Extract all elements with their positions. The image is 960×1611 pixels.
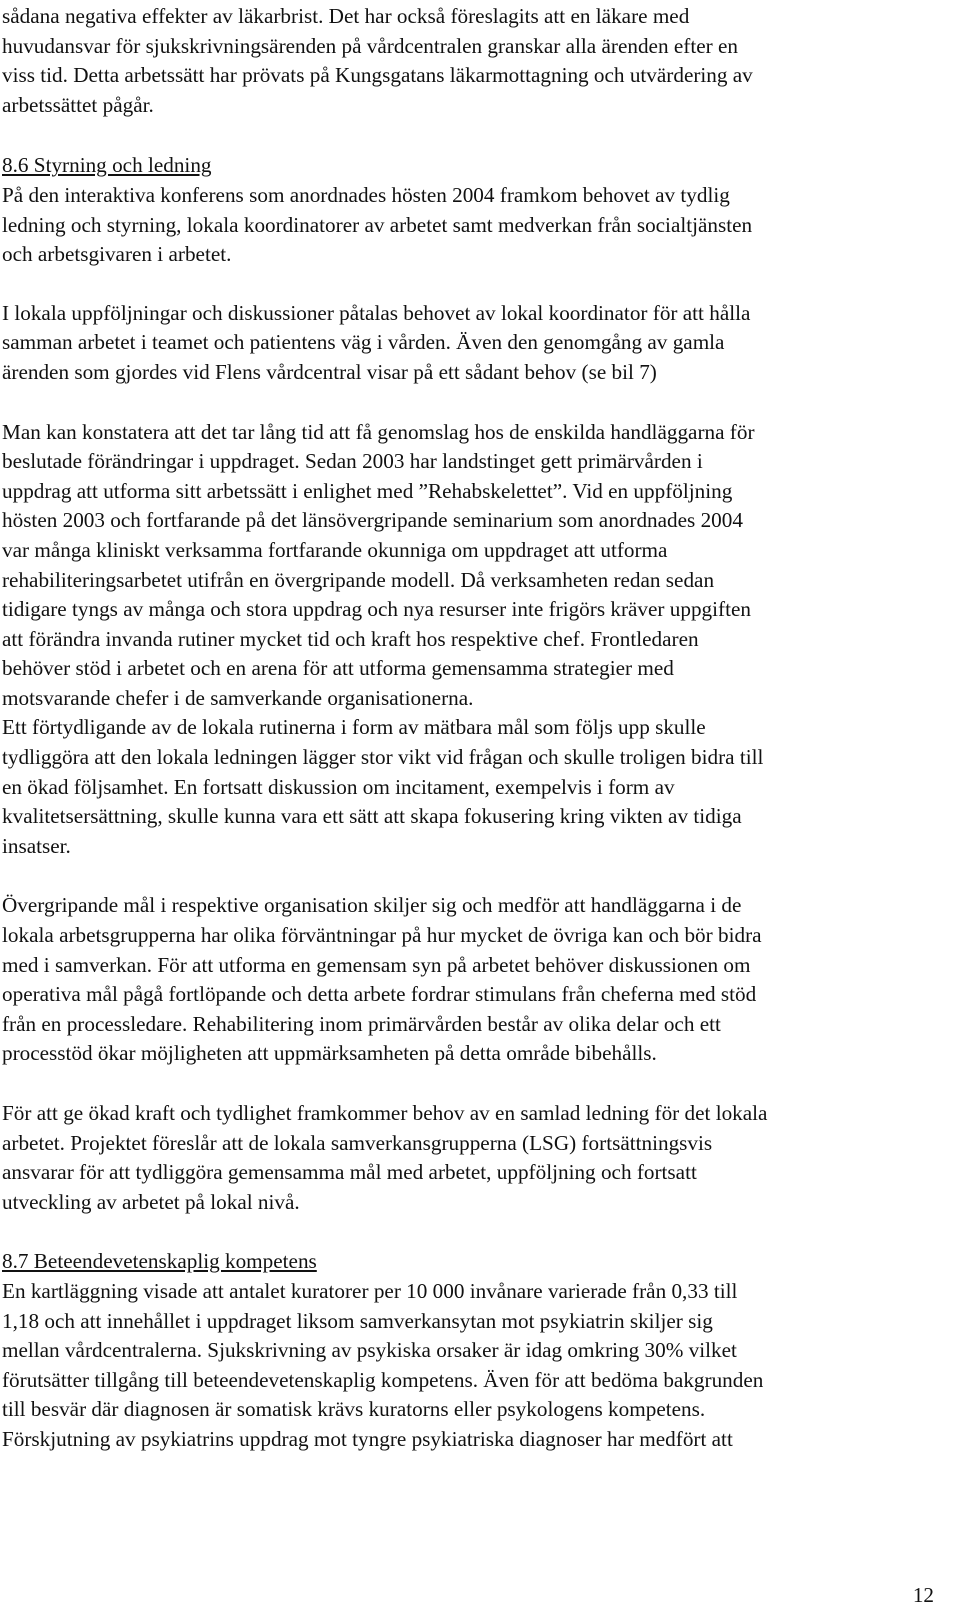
paragraph-line: processtöd ökar möjligheten att uppmärksamheten på detta område bibehålls. xyxy=(2,1041,657,1066)
paragraph-spacing xyxy=(2,861,952,891)
paragraph-line: en ökad följsamhet. En fortsatt diskussion om incitament, exempelvis i form av xyxy=(2,774,675,799)
paragraph-line: 1,18 och att innehållet i uppdraget liksom samverkansytan mot psykiatrin skiljer sig xyxy=(2,1308,713,1333)
paragraph-spacing xyxy=(2,1217,952,1247)
paragraph-line: till besvär där diagnosen är somatisk krävs kuratorns eller psykologens kompetens. xyxy=(2,1397,706,1422)
paragraph-line: Övergripande mål i respektive organisation skiljer sig och medför att handläggarna i de xyxy=(2,893,742,918)
paragraph-line: tidigare tyngs av många och stora uppdrag och nya resurser inte frigörs kräver uppgiften xyxy=(2,597,751,622)
paragraph-line: med i samverkan. För att utforma en gemensam syn på arbetet behöver diskussionen om xyxy=(2,952,751,977)
paragraph-line: För att ge ökad kraft och tydlighet framkommer behov av en samlad ledning för det lokala xyxy=(2,1101,768,1125)
paragraph-line: förutsätter tillgång till beteendevetenskaplig kompetens. Även för att bedöma bakgrunden xyxy=(2,1367,764,1392)
paragraph-common-goals xyxy=(2,891,952,1069)
paragraph-joint-leadership xyxy=(2,1099,952,1217)
paragraph-spacing xyxy=(2,270,952,299)
paragraph-line: motsvarande chefer i de samverkande organisationerna. xyxy=(2,685,474,710)
paragraph-line: mellan vårdcentralerna. Sjukskrivning av psykiska orsaker är idag omkring 30% vilket xyxy=(2,1338,737,1363)
paragraph-line: På den interaktiva konferens som anordnades hösten 2004 framkom behovet av tydlig xyxy=(2,182,730,207)
paragraph-line: operativa mål pågå fortlöpande och detta arbete fordrar stimulans från cheferna med stöd xyxy=(2,982,757,1007)
section-8-7 xyxy=(2,1247,952,1454)
paragraph-line: och arbetsgivaren i arbetet. xyxy=(2,242,232,267)
paragraph-line: arbetssättet pågår. xyxy=(2,92,154,117)
paragraph-line: Man kan konstatera att det tar lång tid att få genomslag hos de enskilda handläggarna för xyxy=(2,419,755,444)
document-body xyxy=(2,2,952,1455)
paragraph-line: var många kliniskt verksamma fortfarande okunniga om uppdraget att utforma xyxy=(2,537,668,562)
paragraph-line: kvalitetsersättning, skulle kunna vara ett sätt att skapa fokusering kring vikten av tidiga xyxy=(2,804,742,829)
paragraph-line: hösten 2003 och fortfarande på det länsövergripande seminarium som anordnades 2004 xyxy=(2,508,743,533)
paragraph-intro-continuation xyxy=(2,2,952,120)
paragraph-line: Ett förtydligande av de lokala rutinerna i form av mätbara mål som följs upp skulle xyxy=(2,715,706,740)
section-heading: 8.6 Styrning och ledning xyxy=(2,153,212,178)
paragraph-line: samman arbetet i teamet och patientens väg i vården. Även den genomgång av gamla xyxy=(2,330,725,355)
paragraph-line: En kartläggning visade att antalet kuratorer per 10 000 invånare varierade från 0,33 till xyxy=(2,1278,738,1303)
paragraph-line: utveckling av arbetet på lokal nivå. xyxy=(2,1189,300,1214)
page-number: 12 xyxy=(912,1583,934,1607)
paragraph-line: uppdrag att utforma sitt arbetssätt i enlighet med ”Rehabskelettet”. Vid en uppföljning xyxy=(2,478,733,503)
paragraph-line: från en processledare. Rehabilitering inom primärvården består av olika delar och ett xyxy=(2,1011,721,1036)
paragraph-line: insatser. xyxy=(2,833,71,858)
paragraph-line: beslutade förändringar i uppdraget. Sedan 2003 har landstinget gett primärvården i xyxy=(2,449,703,474)
paragraph-line: ledning och styrning, lokala koordinatorer av arbetet samt medverkan från socialtjänsten xyxy=(2,212,753,237)
paragraph-line: att förändra invanda rutiner mycket tid och kraft hos respektive chef. Frontledaren xyxy=(2,626,699,651)
paragraph-line: behöver stöd i arbetet och en arena för att utforma gemensamma strategier med xyxy=(2,656,674,681)
paragraph-routines xyxy=(2,713,952,861)
paragraph-line: Förskjutning av psykiatrins uppdrag mot tyngre psykiatriska diagnoser har medfört att xyxy=(2,1426,733,1451)
paragraph-spacing xyxy=(2,1069,952,1099)
section-heading: 8.7 Beteendevetenskaplig kompetens xyxy=(2,1249,317,1274)
paragraph-line: sådana negativa effekter av läkarbrist. Det har också föreslagits att en läkare med xyxy=(2,4,690,28)
paragraph-line: ansvarar för att tydliggöra gemensamma mål med arbetet, uppföljning och fortsatt xyxy=(2,1160,697,1185)
paragraph-spacing xyxy=(2,388,952,418)
paragraph-line: arbetet. Projektet föreslår att de lokala samverkansgrupperna (LSG) fortsättningsvis xyxy=(2,1130,713,1155)
paragraph-line: rehabiliteringsarbetet utifrån en övergripande modell. Då verksamheten redan sedan xyxy=(2,567,715,592)
paragraph-spacing xyxy=(2,120,952,151)
paragraph-line: huvudansvar för sjukskrivningsärenden på vårdcentralen granskar alla ärenden efter en xyxy=(2,33,738,58)
paragraph-implementation xyxy=(2,418,952,714)
section-8-6 xyxy=(2,151,952,269)
paragraph-line: ärenden som gjordes vid Flens vårdcentral visar på ett sådant behov (se bil 7) xyxy=(2,359,657,384)
paragraph-local-follow-up xyxy=(2,299,952,388)
paragraph-line: lokala arbetsgrupperna har olika förväntningar på hur mycket de övriga kan och bör bidra xyxy=(2,923,762,948)
paragraph-line: tydliggöra att den lokala ledningen lägger stor vikt vid frågan och skulle troligen bidra till xyxy=(2,745,764,770)
paragraph-line: viss tid. Detta arbetssätt har prövats på Kungsgatans läkarmottagning och utvärdering av xyxy=(2,63,753,88)
paragraph-line: I lokala uppföljningar och diskussioner påtalas behovet av lokal koordinator för att hålla xyxy=(2,300,751,325)
